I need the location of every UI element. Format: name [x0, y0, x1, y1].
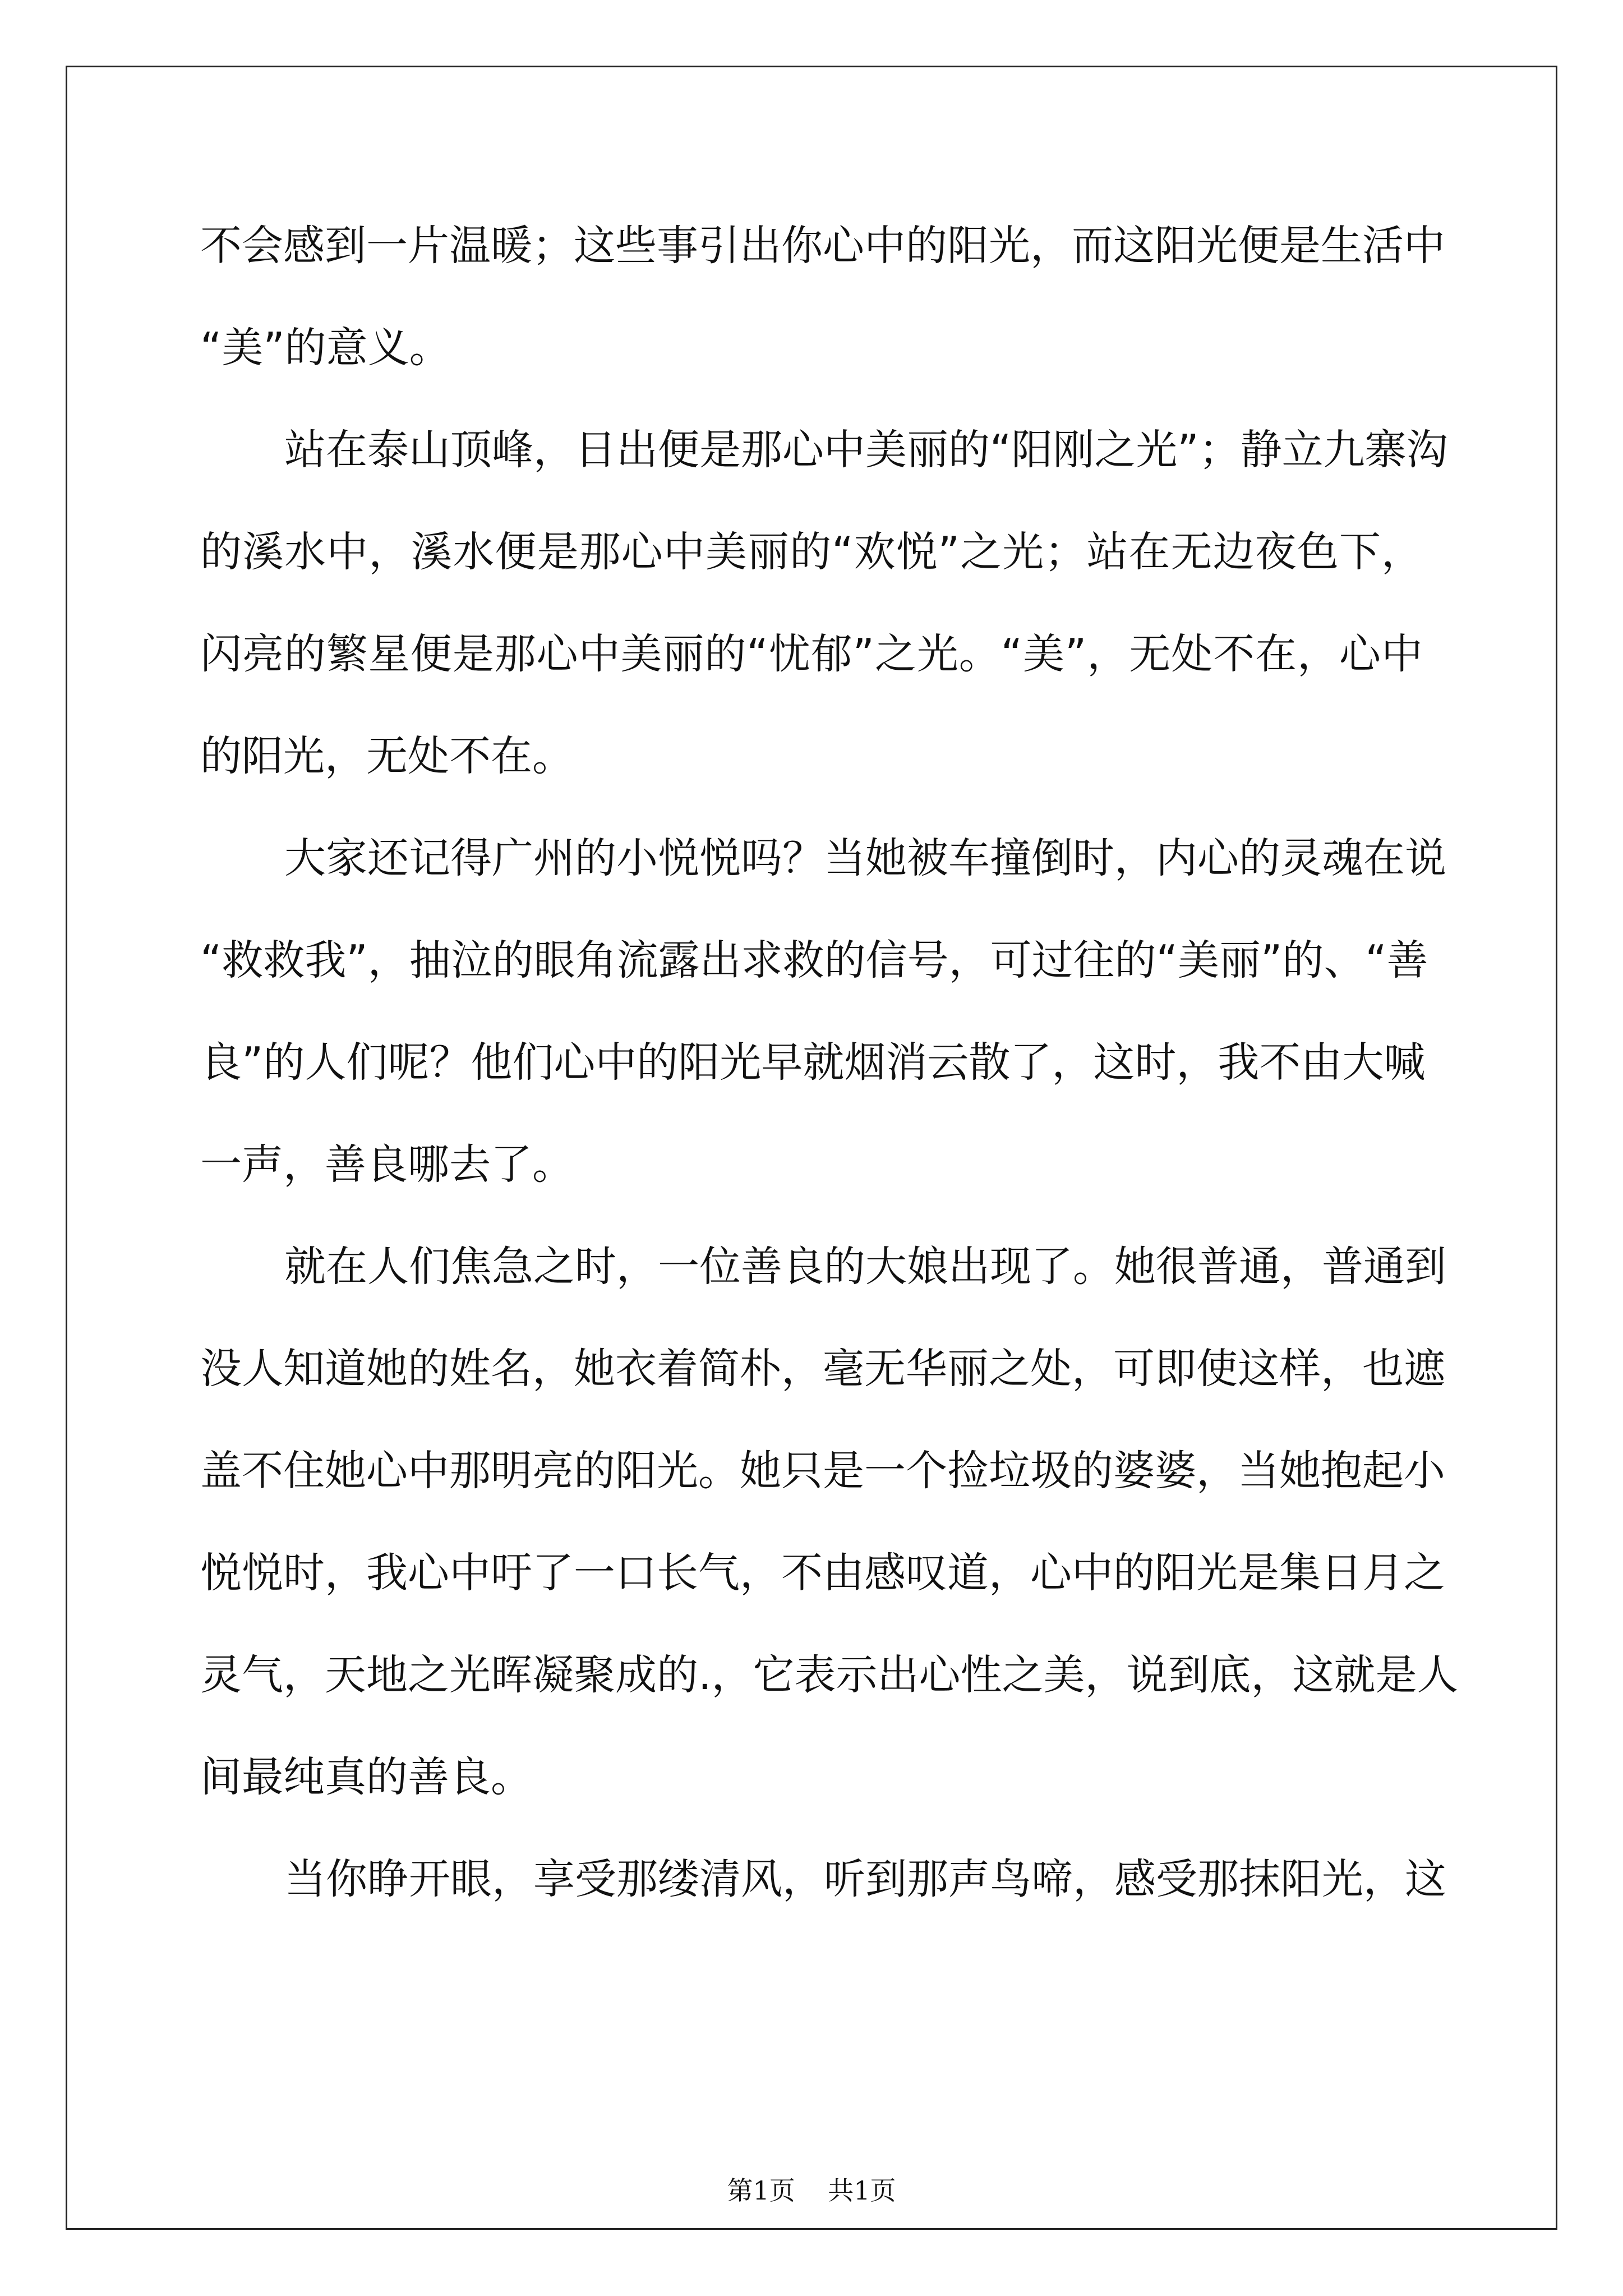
page-footer	[0, 2174, 1623, 2207]
paragraph-first-line: 当你睁开眼，享受那缕清风，听到那声鸟啼，感受那抹阳光，这	[284, 1855, 1446, 1903]
text-line: 灵气，天地之光晖凝聚成的.，它表示出心性之美，说到底，这就是人	[200, 1651, 1459, 1699]
text-line: 的溪水中，溪水便是那心中美丽的“欢悦”之光；站在无边夜色下，	[200, 528, 1423, 576]
text-line: 的阳光，无处不在。	[200, 732, 574, 780]
text-line: “救救我”，抽泣的眼角流露出求救的信号，可过往的“美丽”的、“善	[200, 936, 1428, 984]
paragraph-first-line: 大家还记得广州的小悦悦吗？当她被车撞倒时，内心的灵魂在说	[284, 834, 1446, 882]
text-line: 不会感到一片温暖；这些事引出你心中的阳光，而这阳光便是生活中	[200, 222, 1445, 270]
text-line: 闪亮的繁星便是那心中美丽的“忧郁”之光。“美”，无处不在，心中	[200, 630, 1423, 678]
paragraph-first-line: 就在人们焦急之时，一位善良的大娘出现了。她很普通，普通到	[284, 1243, 1446, 1291]
page-number: 第1页 共1页	[727, 2175, 896, 2206]
paragraph-first-line: 站在泰山顶峰，日出便是那心中美丽的“阳刚之光”；静立九寨沟	[284, 426, 1448, 474]
text-line: 良”的人们呢？他们心中的阳光早就烟消云散了，这时，我不由大喊	[200, 1038, 1426, 1087]
text-line: 盖不住她心中那明亮的阳光。她只是一个捡垃圾的婆婆，当她抱起小	[200, 1447, 1445, 1495]
text-line: 没人知道她的姓名，她衣着简朴，毫无华丽之处，可即使这样，也遮	[200, 1345, 1445, 1393]
text-line: “美”的意义。	[200, 324, 451, 372]
text-line: 间最纯真的善良。	[200, 1753, 532, 1801]
text-line: 悦悦时，我心中吁了一口长气，不由感叹道，心中的阳光是集日月之	[200, 1549, 1445, 1597]
text-line: 一声，善良哪去了。	[200, 1140, 574, 1189]
